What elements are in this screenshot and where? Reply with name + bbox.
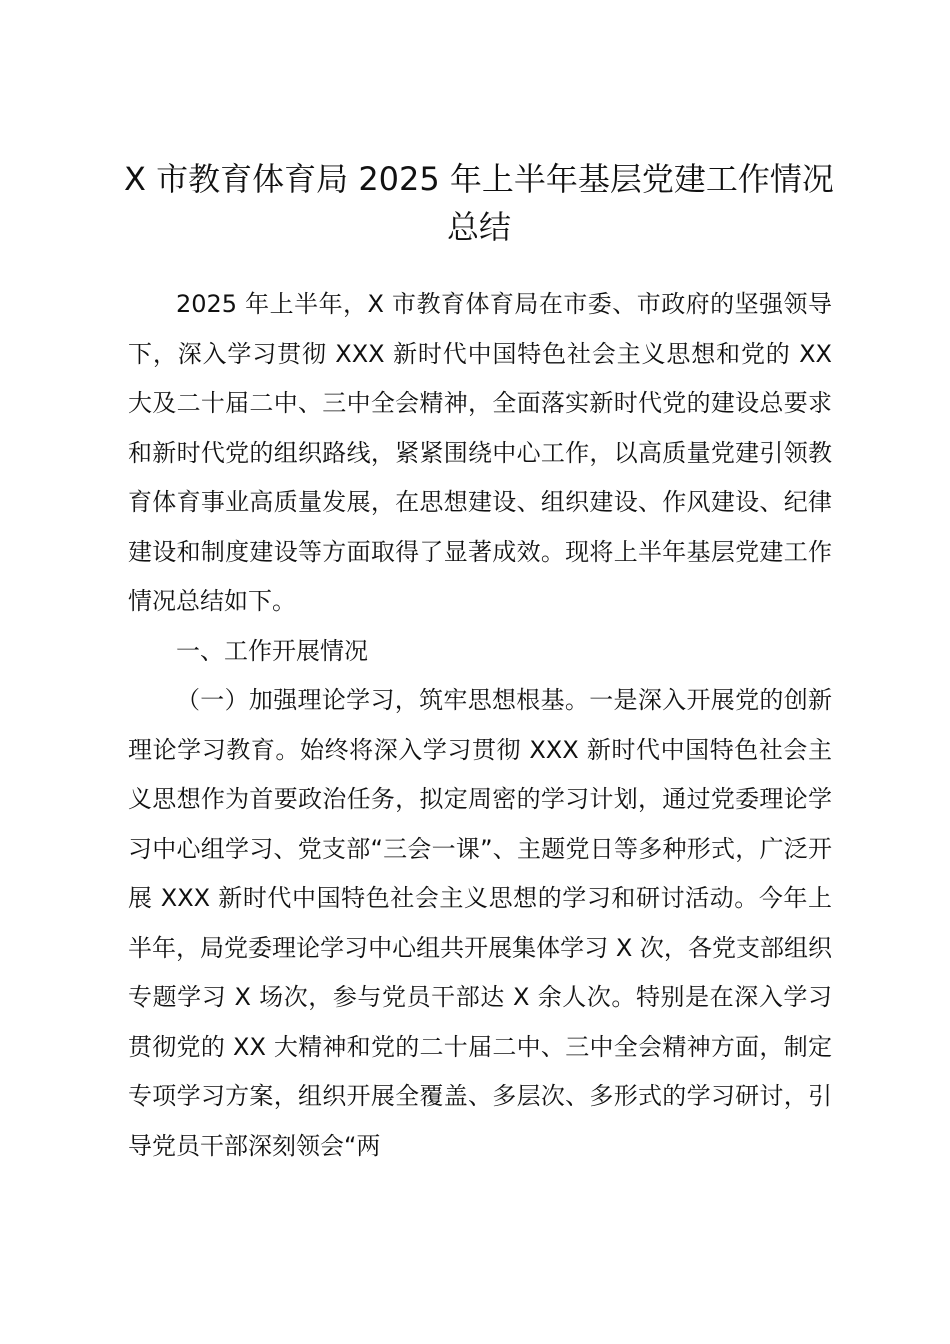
- intro-paragraph: 2025 年上半年，X 市教育体育局在市委、市政府的坚强领导下，深入学习贯彻 XXX 新时代中国特色社会主义思想和党的 XX 大及二十届二中、三中全会精神，全面落实新时代党的建设总要求和新时代党的组织路线，紧紧围绕中心工作，以高质量党建引领教育体育事业高质量发展，在思想建设、组织建设、作风建设、纪律建设和制度建设等方面取得了显著成效。现将上半年基层党建工作情况总结如下。: [128, 290, 832, 615]
- body-paragraph: （一）加强理论学习，筑牢思想根基。一是深入开展党的创新理论学习教育。始终将深入学习贯彻 XXX 新时代中国特色社会主义思想作为首要政治任务，拟定周密的学习计划，通过党委理论学习中心组学习、党支部“三会一课”、主题党日等多种形式，广泛开展 XXX 新时代中国特色社会主义思想的学习和研讨活动。今年上半年，局党委理论学习中心组共开展集体学习 X 次，各党支部组织专题学习 X 场次，参与党员干部达 X 余人次。特别是在深入学习贯彻党的 XX 大精神和党的二十届二中、三中全会精神方面，制定专项学习方案，组织开展全覆盖、多层次、多形式的学习研讨，引导党员干部深刻领会“两: [128, 686, 832, 1160]
- document-body: [128, 280, 832, 1171]
- document-title: X 市教育体育局 2025 年上半年基层党建工作情况总结: [124, 160, 834, 246]
- section-heading: 一、工作开展情况: [176, 636, 368, 665]
